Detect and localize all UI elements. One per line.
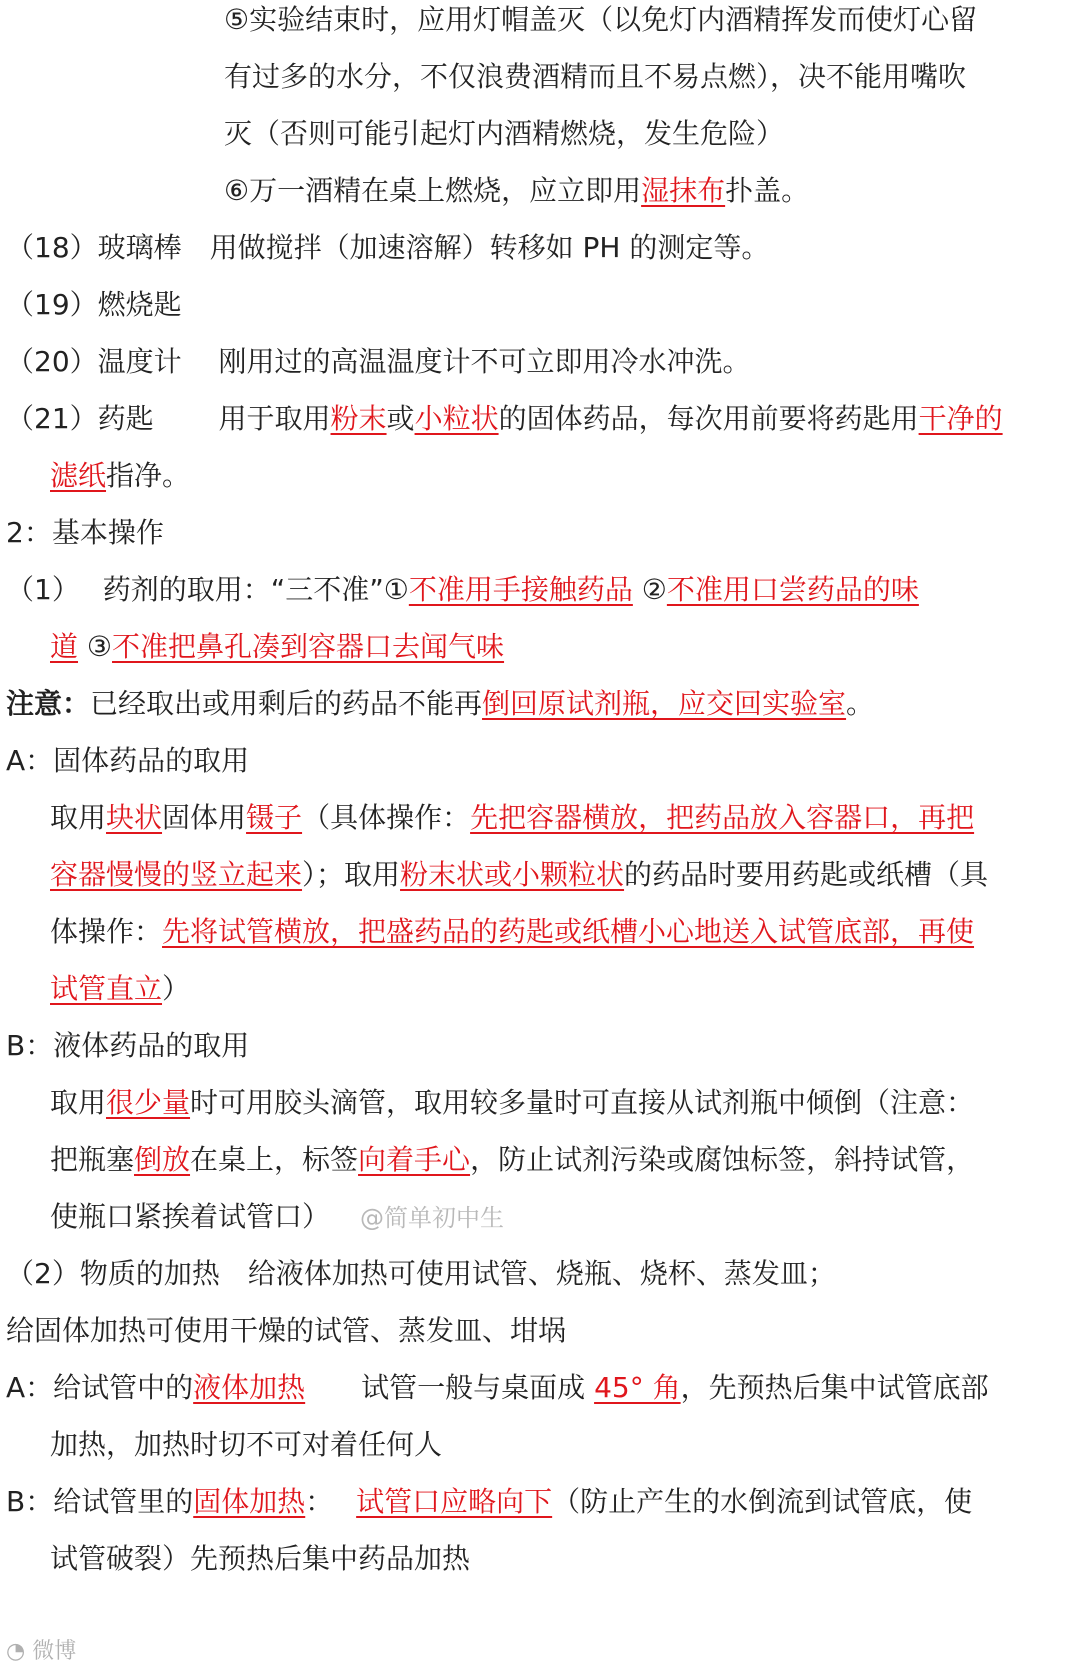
text: （18）玻璃棒 用做搅拌（加速溶解）转移如 PH 的测定等。 bbox=[6, 231, 770, 264]
text-line bbox=[50, 1199, 504, 1235]
text: 有过多的水分，不仅浪费酒精而且不易点燃），决不能用嘴吹 bbox=[224, 60, 967, 93]
text: ）；取用 bbox=[302, 858, 401, 891]
text: 灭（否则可能引起灯内酒精燃烧，发生危险） bbox=[224, 117, 785, 150]
highlight-text: 镊子 bbox=[246, 801, 303, 834]
text: 2：基本操作 bbox=[6, 516, 164, 549]
text: （21）药匙 用于取用 bbox=[6, 402, 331, 435]
text-line bbox=[50, 1085, 974, 1121]
weibo-logo-icon: ◔ bbox=[6, 1639, 26, 1664]
text: 取用 bbox=[50, 801, 107, 834]
text: 固体用 bbox=[162, 801, 247, 834]
text-line bbox=[224, 59, 966, 95]
text: ： bbox=[305, 1485, 357, 1518]
text-line bbox=[50, 629, 504, 665]
highlight-text: 块状 bbox=[106, 801, 163, 834]
text: 在桌上，标签 bbox=[190, 1143, 359, 1176]
highlight-text: 倒回原试剂瓶，应交回实验室 bbox=[482, 687, 847, 720]
text: 试管一般与桌面成 bbox=[305, 1371, 595, 1404]
subsection-heading bbox=[6, 1028, 249, 1064]
text: ，防止试剂污染或腐蚀标签，斜持试管， bbox=[470, 1143, 975, 1176]
text: 的固体药品，每次用前要将药匙用 bbox=[498, 402, 919, 435]
text: 把瓶塞 bbox=[50, 1143, 135, 1176]
text-line bbox=[50, 1427, 442, 1463]
text: ，先预热后集中试管底部 bbox=[680, 1371, 989, 1404]
highlight-text: 固体加热 bbox=[193, 1485, 306, 1518]
text: ② bbox=[632, 573, 667, 606]
text-line bbox=[50, 800, 974, 836]
subsection-heading bbox=[6, 743, 249, 779]
highlight-text: 不准用口尝药品的味 bbox=[666, 573, 919, 606]
text: 扑盖。 bbox=[725, 174, 810, 207]
text: （具体操作： bbox=[302, 801, 471, 834]
text: 加热，加热时切不可对着任何人 bbox=[50, 1428, 443, 1461]
highlight-text: 向着手心 bbox=[358, 1143, 471, 1176]
highlight-text: 小粒状 bbox=[414, 402, 499, 435]
text: （2）物质的加热 给液体加热可使用试管、烧瓶、烧杯、蒸发皿； bbox=[6, 1257, 836, 1290]
text: A：固体药品的取用 bbox=[6, 744, 250, 777]
text: （20）温度计 刚用过的高温温度计不可立即用冷水冲洗。 bbox=[6, 345, 751, 378]
text: 体操作： bbox=[50, 915, 163, 948]
text-line bbox=[224, 173, 809, 209]
highlight-text: 45° 角 bbox=[594, 1371, 681, 1404]
text-line bbox=[50, 971, 190, 1007]
highlight-text: 液体加热 bbox=[193, 1371, 306, 1404]
text: B：给试管里的 bbox=[6, 1485, 194, 1518]
text-line bbox=[224, 2, 977, 38]
text-line bbox=[50, 914, 974, 950]
text: （19）燃烧匙 bbox=[6, 288, 182, 321]
text-line bbox=[50, 857, 988, 893]
highlight-text: 很少量 bbox=[106, 1086, 191, 1119]
text-line bbox=[6, 287, 182, 323]
highlight-text: 粉末状或小颗粒状 bbox=[400, 858, 625, 891]
text: 取用 bbox=[50, 1086, 107, 1119]
text-line bbox=[224, 116, 784, 152]
text-line bbox=[50, 1142, 974, 1178]
text: ⑥万一酒精在桌上燃烧，应立即用 bbox=[224, 174, 642, 207]
section-heading bbox=[6, 515, 164, 551]
text: 时可用胶头滴管，取用较多量时可直接从试剂瓶中倾倒（注意： bbox=[190, 1086, 975, 1119]
text-line bbox=[6, 1370, 989, 1406]
text-line bbox=[6, 1484, 972, 1520]
text-line bbox=[6, 401, 1003, 437]
text-line bbox=[6, 344, 751, 380]
text: A：给试管中的 bbox=[6, 1371, 194, 1404]
highlight-text: 试管直立 bbox=[50, 972, 163, 1005]
text: ③ bbox=[78, 630, 113, 663]
text-line bbox=[6, 686, 874, 722]
text-line bbox=[6, 572, 919, 608]
highlight-text: 干净的 bbox=[918, 402, 1003, 435]
text: ⑤实验结束时，应用灯帽盖灭（以免灯内酒精挥发而使灯心留 bbox=[224, 3, 978, 36]
text-line bbox=[6, 1313, 566, 1349]
text: （防止产生的水倒流到试管底，使 bbox=[552, 1485, 973, 1518]
highlight-text: 试管口应略向下 bbox=[356, 1485, 553, 1518]
watermark-text: @简单初中生 bbox=[360, 1204, 505, 1232]
text: 试管破裂）先预热后集中药品加热 bbox=[50, 1542, 471, 1575]
highlight-text: 粉末 bbox=[330, 402, 387, 435]
text: （1） 药剂的取用：“三不准”① bbox=[6, 573, 409, 606]
text: ） bbox=[162, 972, 191, 1005]
text: 。 bbox=[846, 687, 875, 720]
text-line bbox=[50, 458, 190, 494]
highlight-text: 不准用手接触药品 bbox=[408, 573, 633, 606]
highlight-text: 先将试管横放，把盛药品的药匙或纸槽小心地送入试管底部，再使 bbox=[162, 915, 975, 948]
highlight-text: 道 bbox=[50, 630, 79, 663]
watermark-text: 微博 bbox=[32, 1639, 77, 1664]
text: 的药品时要用药匙或纸槽（具 bbox=[624, 858, 989, 891]
watermark-bottom bbox=[6, 1634, 76, 1665]
highlight-text: 容器慢慢的竖立起来 bbox=[50, 858, 303, 891]
text: 或 bbox=[386, 402, 415, 435]
text: B：液体药品的取用 bbox=[6, 1029, 250, 1062]
text-line bbox=[6, 1256, 836, 1292]
text: 已经取出或用剩后的药品不能再 bbox=[90, 687, 483, 720]
highlight-text: 先把容器横放，把药品放入容器口，再把 bbox=[470, 801, 975, 834]
text: 给固体加热可使用干燥的试管、蒸发皿、坩埚 bbox=[6, 1314, 567, 1347]
text: 使瓶口紧挨着试管口） bbox=[50, 1200, 331, 1233]
text: 指净。 bbox=[106, 459, 191, 492]
note-label: 注意： bbox=[6, 687, 91, 720]
highlight-text: 湿抹布 bbox=[641, 174, 726, 207]
highlight-text: 不准把鼻孔凑到容器口去闻气味 bbox=[112, 630, 505, 663]
text-line bbox=[50, 1541, 470, 1577]
highlight-text: 滤纸 bbox=[50, 459, 107, 492]
text-line bbox=[6, 230, 769, 266]
highlight-text: 倒放 bbox=[134, 1143, 191, 1176]
